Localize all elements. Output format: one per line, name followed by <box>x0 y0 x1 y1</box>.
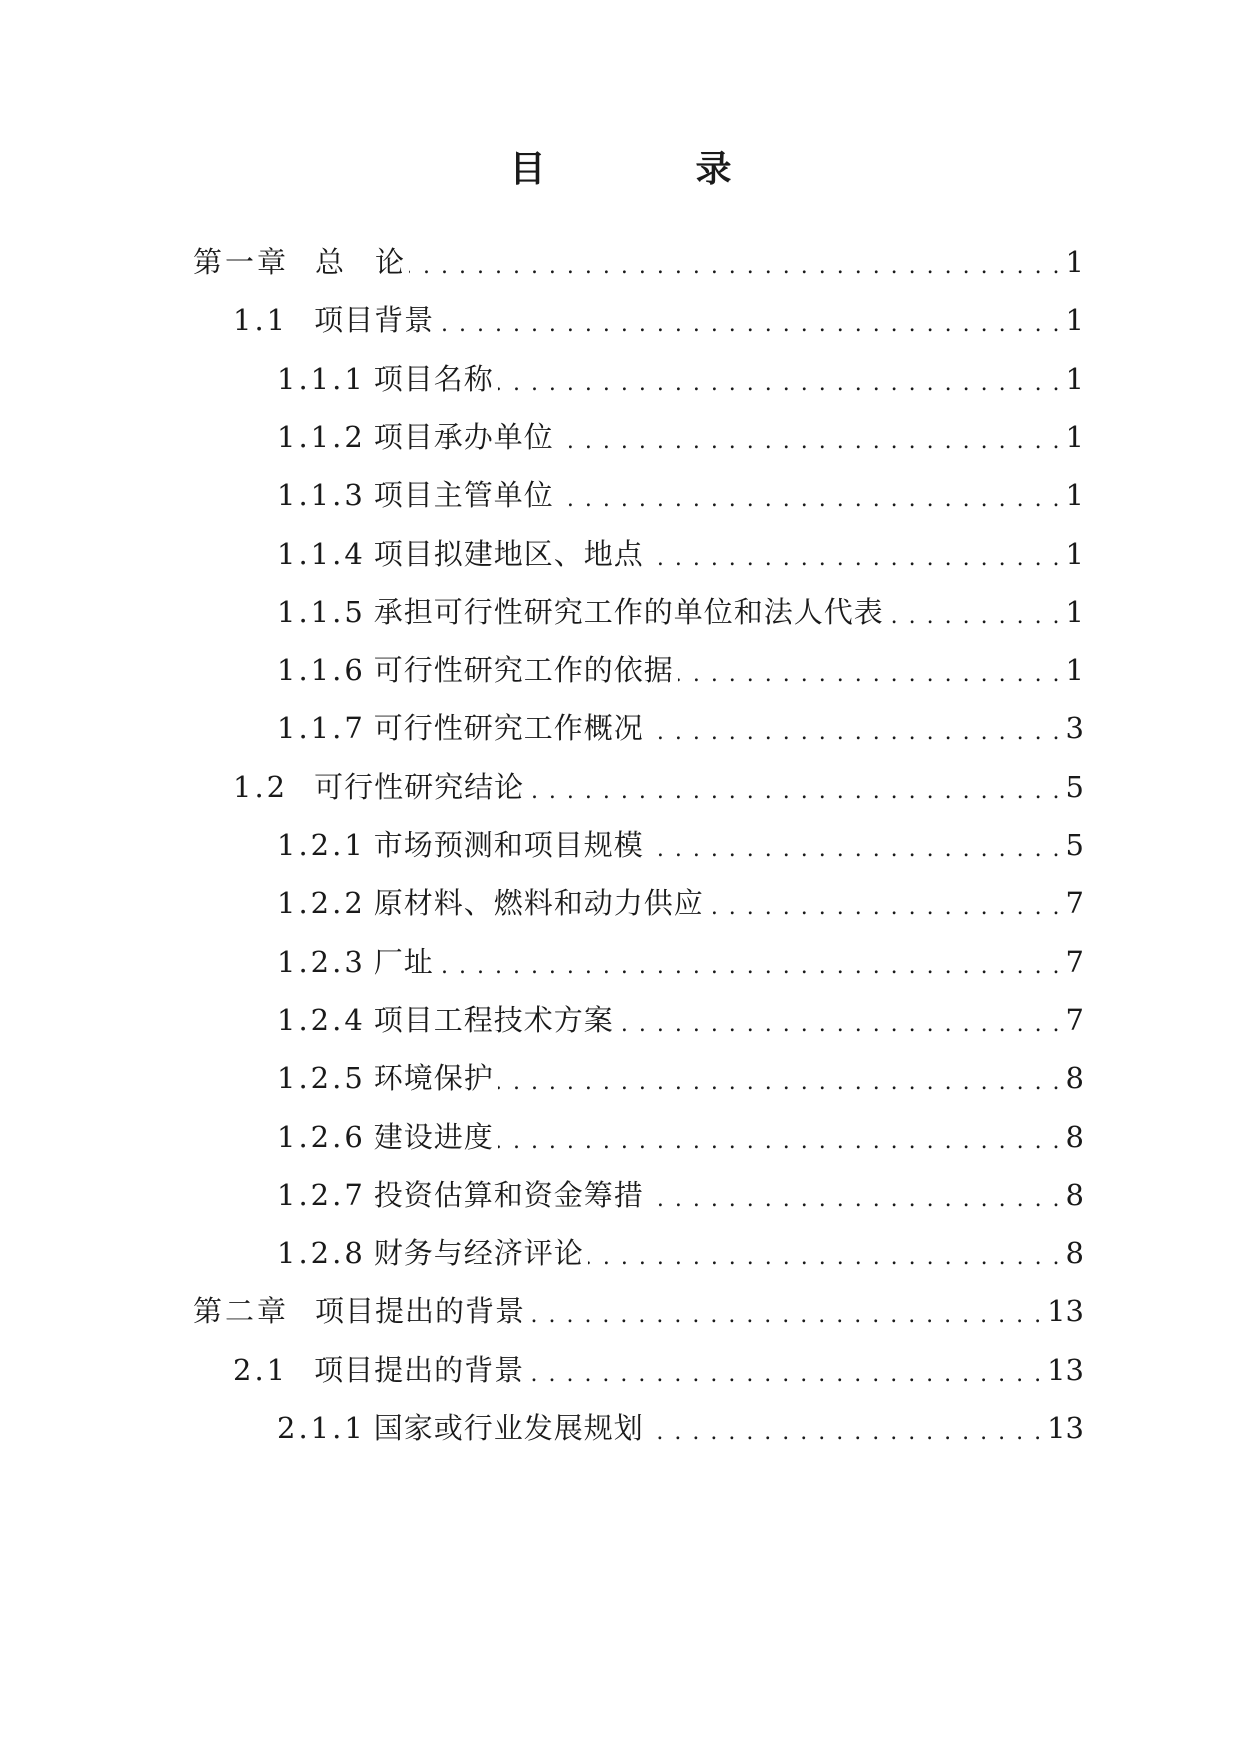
toc-entry[interactable] <box>277 359 1084 399</box>
toc-entry-page-number: 5 <box>1065 769 1084 804</box>
toc-entry[interactable] <box>277 1117 1084 1157</box>
toc-entry-title: 财务与经济评论 <box>373 1236 584 1271</box>
toc-entry-page-number: 8 <box>1065 1061 1084 1096</box>
toc-entry[interactable] <box>277 534 1084 574</box>
toc-dot-leader <box>588 1233 1062 1273</box>
toc-entry-number: 1.1.3 <box>277 478 366 513</box>
toc-title-char-2: 录 <box>695 149 732 190</box>
toc-dot-leader <box>498 1117 1062 1157</box>
toc-entry[interactable] <box>193 242 1084 282</box>
toc-entry-title: 项目名称 <box>373 361 494 396</box>
toc-entry-page-number: 1 <box>1065 361 1084 396</box>
toc-dot-leader <box>438 942 1062 982</box>
toc-entry-page-number: 8 <box>1065 1236 1084 1271</box>
toc-entry[interactable] <box>233 767 1084 807</box>
toc-entry-page-number: 1 <box>1065 536 1084 571</box>
toc-entry[interactable] <box>233 300 1084 340</box>
toc-entry-page-number: 13 <box>1047 1352 1084 1387</box>
toc-dot-leader <box>498 359 1062 399</box>
toc-dot-leader <box>648 1408 1043 1448</box>
toc-entry-number: 1.1.2 <box>277 419 366 454</box>
toc-entry-number: 1.1.4 <box>277 536 366 571</box>
toc-entry-title: 可行性研究工作概况 <box>373 711 644 746</box>
toc-entry-number: 1.2.1 <box>277 828 366 862</box>
toc-entry-number: 1.2.3 <box>277 944 366 979</box>
toc-entry-page-number: 3 <box>1065 711 1084 746</box>
toc-entry[interactable] <box>233 1350 1084 1390</box>
toc-dot-leader <box>528 1350 1043 1390</box>
toc-entry-number: 1.2.4 <box>277 1002 366 1037</box>
toc-dot-leader <box>648 1175 1062 1215</box>
toc-entry[interactable] <box>277 883 1084 923</box>
toc-entry-title: 市场预测和项目规模 <box>373 828 644 862</box>
toc-entry[interactable] <box>193 1291 1084 1331</box>
toc-dot-leader <box>648 708 1062 748</box>
toc-entry-number: 第一章 <box>193 245 290 279</box>
toc-entry[interactable] <box>277 1233 1084 1273</box>
toc-entry-title: 项目工程技术方案 <box>373 1002 614 1037</box>
toc-entry[interactable] <box>277 1000 1084 1040</box>
toc-entry-number: 1.1.6 <box>277 653 366 688</box>
toc-entry-title: 国家或行业发展规划 <box>373 1411 644 1445</box>
toc-entry-page-number: 7 <box>1065 1002 1084 1037</box>
toc-entry[interactable] <box>277 1408 1084 1448</box>
toc-entry-page-number: 1 <box>1065 419 1084 454</box>
toc-entry[interactable] <box>277 825 1084 865</box>
toc-entry-page-number: 8 <box>1065 1177 1084 1212</box>
toc-dot-leader <box>648 825 1062 865</box>
toc-entry-number: 1.2 <box>233 769 289 804</box>
toc-entry-page-number: 1 <box>1065 594 1084 629</box>
toc-dot-leader <box>529 1291 1043 1331</box>
toc-entry-title: 可行性研究工作的依据 <box>373 653 674 688</box>
toc-entry-number: 1.2.6 <box>277 1119 366 1154</box>
toc-entry-title: 项目拟建地区、地点 <box>373 536 644 571</box>
toc-entry-number: 第二章 <box>193 1294 290 1329</box>
toc-title-char-1: 目 <box>509 149 546 190</box>
toc-dot-leader <box>648 534 1062 574</box>
toc-entry[interactable] <box>277 708 1084 748</box>
toc-entry[interactable] <box>277 650 1084 690</box>
toc-dot-leader <box>678 650 1062 690</box>
toc-entry-title: 项目主管单位 <box>373 478 554 513</box>
toc-entry-title: 投资估算和资金筹措 <box>373 1177 644 1212</box>
toc-entry-title: 总 论 <box>315 245 406 279</box>
toc-dot-leader <box>409 242 1062 282</box>
toc-entry-page-number: 13 <box>1047 1294 1084 1329</box>
toc-dot-leader <box>498 1058 1062 1098</box>
toc-entry-number: 1.2.5 <box>277 1061 366 1096</box>
toc-entry-number: 1.1.5 <box>277 594 366 629</box>
toc-entry-title: 环境保护 <box>373 1061 494 1096</box>
toc-entry-title: 可行性研究结论 <box>314 769 525 804</box>
toc-entry-page-number: 13 <box>1047 1411 1084 1445</box>
toc-dot-leader <box>708 883 1062 923</box>
toc-entry[interactable] <box>277 1175 1084 1215</box>
toc-entry-number: 1.2.2 <box>277 886 366 921</box>
toc-entry-page-number: 7 <box>1065 944 1084 979</box>
toc-entry[interactable] <box>277 1058 1084 1098</box>
toc-entry-title: 项目提出的背景 <box>314 1352 525 1387</box>
toc-dot-leader <box>528 767 1061 807</box>
toc-entry-number: 2.1 <box>233 1352 289 1387</box>
toc-entry-number: 1.1.1 <box>277 361 366 396</box>
toc-entry[interactable] <box>277 942 1084 982</box>
toc-entry-page-number: 1 <box>1065 303 1084 338</box>
toc-entry-title: 承担可行性研究工作的单位和法人代表 <box>373 594 884 629</box>
toc-entry-number: 1.1 <box>233 303 289 338</box>
toc-entry[interactable] <box>277 417 1084 457</box>
toc-entry-title: 项目提出的背景 <box>315 1294 526 1329</box>
toc-entry-number: 1.1.7 <box>277 711 366 746</box>
toc-entry-page-number: 5 <box>1065 828 1084 862</box>
toc-entry[interactable] <box>277 592 1084 632</box>
toc-title <box>0 148 1241 192</box>
toc-dot-leader <box>618 1000 1062 1040</box>
toc-dot-leader <box>558 417 1062 457</box>
toc-entry-title: 项目背景 <box>314 303 435 338</box>
toc-entry-page-number: 7 <box>1065 886 1084 921</box>
toc-entry-title: 厂址 <box>373 944 434 979</box>
toc-entry-page-number: 1 <box>1065 245 1084 279</box>
toc-dot-leader <box>558 475 1062 515</box>
toc-entry-title: 建设进度 <box>373 1119 494 1154</box>
toc-entry-number: 1.2.8 <box>277 1236 366 1271</box>
toc-entry-title: 项目承办单位 <box>373 419 554 454</box>
toc-entry-page-number: 1 <box>1065 478 1084 513</box>
toc-entry-title: 原材料、燃料和动力供应 <box>373 886 704 921</box>
toc-entry-number: 2.1.1 <box>277 1411 366 1445</box>
toc-entry-page-number: 8 <box>1065 1119 1084 1154</box>
toc-dot-leader <box>888 592 1062 632</box>
toc-entry-page-number: 1 <box>1065 653 1084 688</box>
toc-entry[interactable] <box>277 475 1084 515</box>
toc-entry-number: 1.2.7 <box>277 1177 366 1212</box>
toc-dot-leader <box>438 300 1061 340</box>
